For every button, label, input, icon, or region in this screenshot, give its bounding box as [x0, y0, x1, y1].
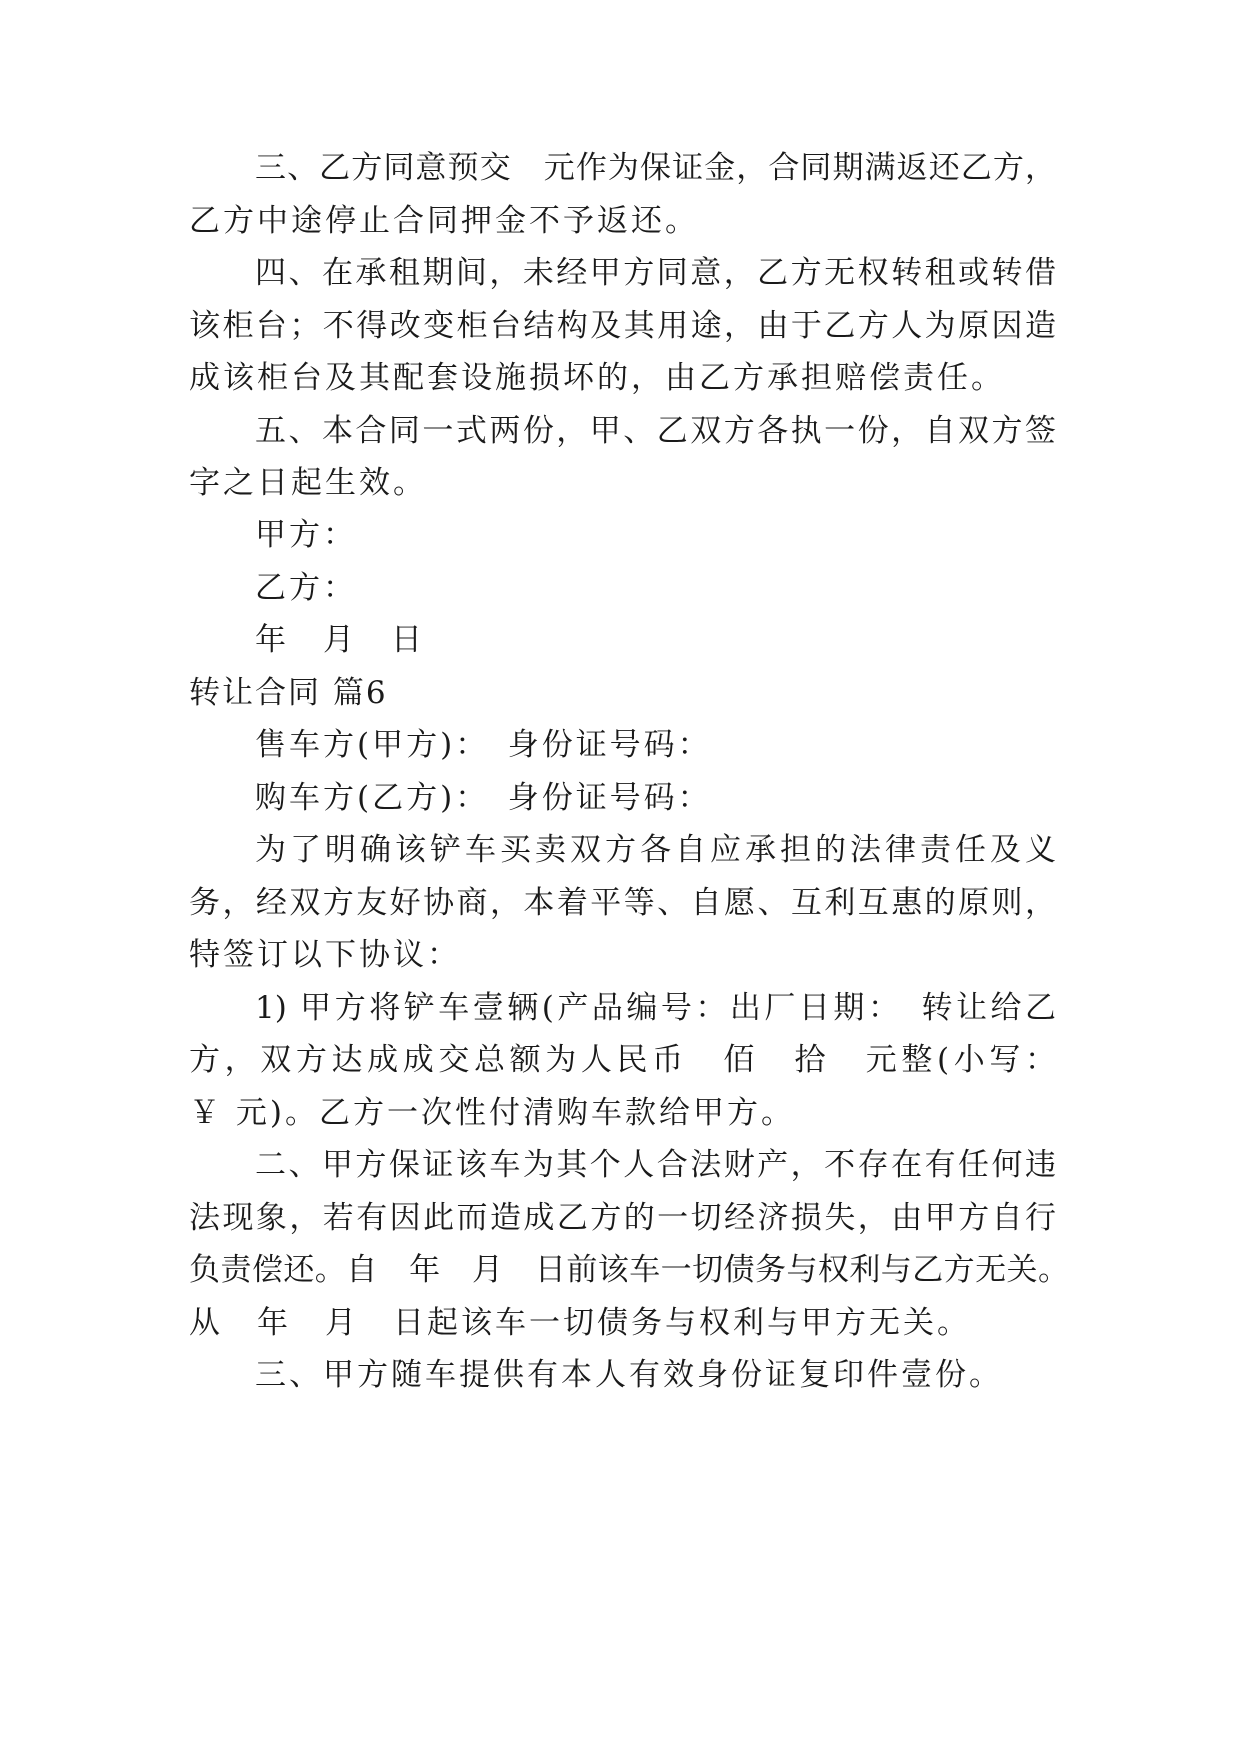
article-3-line-1: 三、甲方随车提供有本人有效身份证复印件壹份。	[255, 1357, 1003, 1393]
article-2-line-2: 法现象，若有因此而造成乙方的一切经济损失，由甲方自行	[189, 1200, 1056, 1236]
preamble-line-1: 为了明确该铲车买卖双方各自应承担的法律责任及义	[255, 832, 1056, 868]
clause-3-line-2: 乙方中途停止合同押金不予返还。	[189, 203, 699, 239]
article-2-line-4: 从 年 月 日起该车一切债务与权利与甲方无关。	[189, 1305, 971, 1341]
seller-line: 售车方(甲方)： 身份证号码：	[255, 727, 712, 763]
preamble-line-3: 特签订以下协议：	[189, 937, 461, 973]
article-2-line-1: 二、甲方保证该车为其个人合法财产，不存在有任何违	[255, 1147, 1056, 1183]
article-2-line-3: 负责偿还。自 年 月 日前该车一切债务与权利与乙方无关。	[189, 1252, 1069, 1288]
party-b-signature: 乙方：	[255, 570, 357, 606]
preamble-line-2: 务，经双方友好协商，本着平等、自愿、互利互惠的原则，	[189, 885, 1056, 921]
clause-5-line-1: 五、本合同一式两份，甲、乙双方各执一份，自双方签	[255, 413, 1056, 449]
article-1-line-3: ￥ 元)。乙方一次性付清购车款给甲方。	[189, 1095, 795, 1131]
party-a-signature: 甲方：	[255, 517, 357, 553]
clause-5-line-2: 字之日起生效。	[189, 465, 427, 501]
article-1-line-1: 1) 甲方将铲车壹辆(产品编号：出厂日期： 转让给乙	[255, 990, 1056, 1026]
signature-date: 年 月 日	[255, 622, 425, 658]
clause-4-line-1: 四、在承租期间，未经甲方同意，乙方无权转租或转借	[255, 255, 1056, 291]
clause-4-line-2: 该柜台；不得改变柜台结构及其用途，由于乙方人为原因造	[189, 308, 1056, 344]
section-heading: 转让合同 篇6	[189, 675, 388, 711]
clause-4-line-3: 成该柜台及其配套设施损坏的，由乙方承担赔偿责任。	[189, 360, 1005, 396]
article-1-line-2: 方，双方达成成交总额为人民币 佰 拾 元整(小写：	[189, 1042, 1056, 1078]
clause-3-line-1: 三、乙方同意预交 元作为保证金，合同期满返还乙方，	[255, 150, 1056, 186]
buyer-line: 购车方(乙方)： 身份证号码：	[255, 780, 712, 816]
